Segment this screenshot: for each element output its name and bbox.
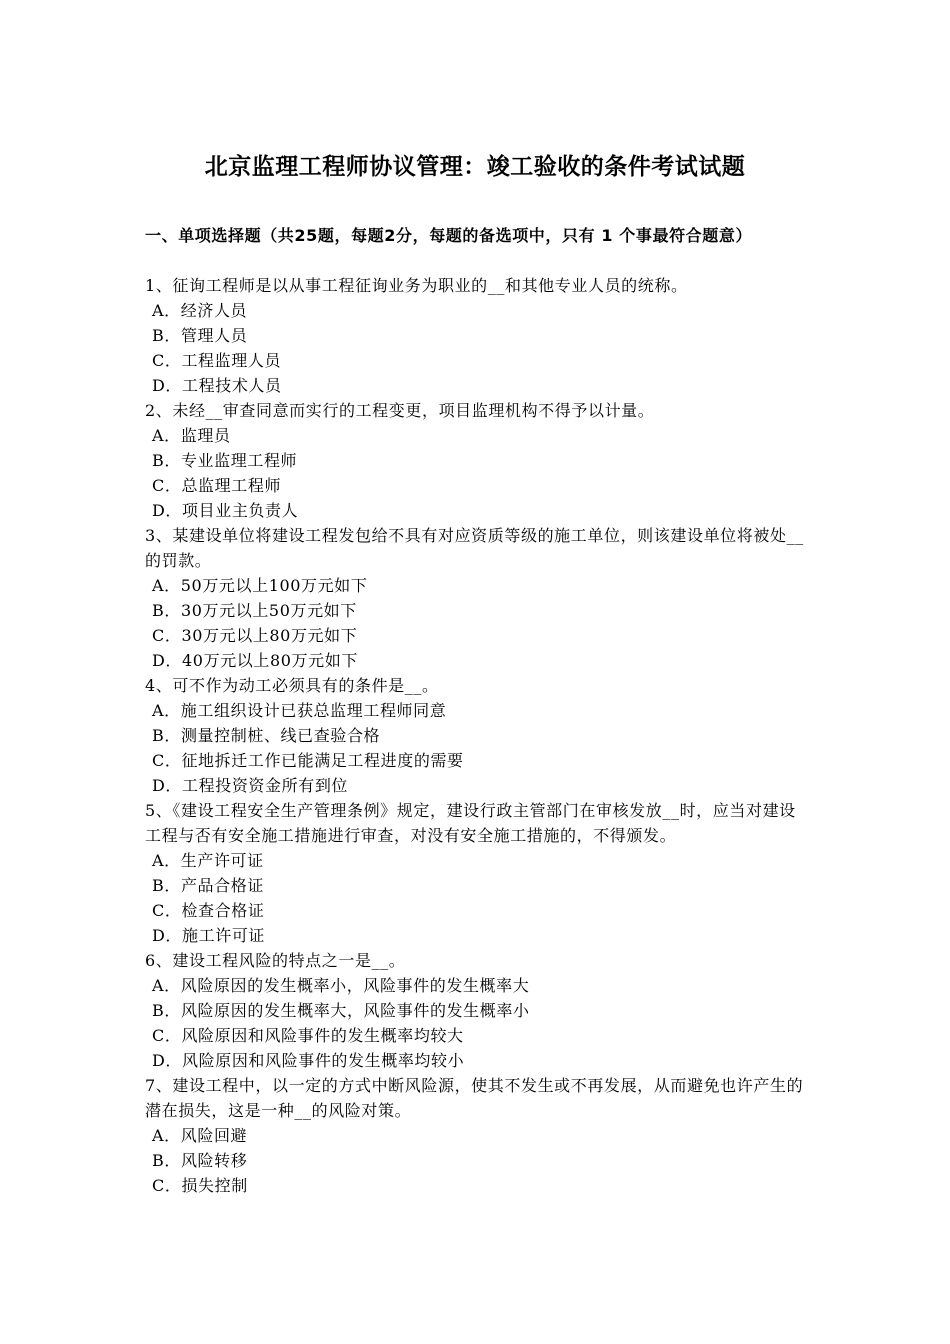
question-item [145,948,810,1073]
answer-option: B．风险原因的发生概率大，风险事件的发生概率小 [152,1001,530,1020]
question-stem: 5、《建设工程安全生产管理条例》规定，建设行政主管部门在审核发放__时，应当对建设工程与否有安全施工措施进行审查，对没有安全施工措施的，不得颁发。 [145,801,796,845]
answer-option: A．50万元以上100万元如下 [152,576,368,595]
answer-option: A．生产许可证 [152,851,264,870]
question-item [145,1073,810,1198]
question-item [145,273,810,398]
answer-option: A．经济人员 [152,301,248,320]
question-stem: 6、建设工程风险的特点之一是__。 [145,951,406,970]
answer-option: B．30万元以上50万元如下 [152,601,357,620]
question-stem: 3、某建设单位将建设工程发包给不具有对应资质等级的施工单位，则该建设单位将被处__的罚款。 [145,526,804,570]
answer-option: D．项目业主负责人 [152,501,299,520]
answer-option: C．检查合格证 [152,901,265,920]
question-stem: 4、可不作为动工必须具有的条件是__。 [145,676,439,695]
question-list [145,273,810,1198]
answer-option: C．损失控制 [152,1176,248,1195]
answer-option: D．风险原因和风险事件的发生概率均较小 [152,1051,465,1070]
answer-option: B．测量控制桩、线已查验合格 [152,726,381,745]
question-item [145,523,810,673]
document-title: 北京监理工程师协议管理：竣工验收的条件考试试题 [204,154,746,180]
answer-option: C．风险原因和风险事件的发生概率均较大 [152,1026,464,1045]
section-heading: 一、单项选择题（共25题，每题2分，每题的备选项中，只有 1 个事最符合题意） [145,226,753,245]
question-stem: 2、未经__审查同意而实行的工程变更，项目监理机构不得予以计量。 [145,401,655,420]
answer-option: D．工程投资资金所有到位 [152,776,349,795]
question-stem: 7、建设工程中，以一定的方式中断风险源，使其不发生或不再发展，从而避免也许产生的潜在损失，这是一种__的风险对策。 [145,1076,804,1120]
answer-option: C．总监理工程师 [152,476,282,495]
answer-option: C．征地拆迁工作已能满足工程进度的需要 [152,751,464,770]
answer-option: B．管理人员 [152,326,248,345]
question-item [145,798,810,948]
answer-option: D．施工许可证 [152,926,266,945]
question-item [145,398,810,523]
answer-option: A．风险原因的发生概率小，风险事件的发生概率大 [152,976,530,995]
answer-option: D．工程技术人员 [152,376,282,395]
answer-option: B．风险转移 [152,1151,248,1170]
answer-option: B．产品合格证 [152,876,264,895]
answer-option: C．工程监理人员 [152,351,282,370]
answer-option: A．施工组织设计已获总监理工程师同意 [152,701,447,720]
answer-option: A．监理员 [152,426,231,445]
answer-option: B．专业监理工程师 [152,451,298,470]
answer-option: A．风险回避 [152,1126,248,1145]
answer-option: D．40万元以上80万元如下 [152,651,358,670]
answer-option: C．30万元以上80万元如下 [152,626,358,645]
question-item [145,673,810,798]
question-stem: 1、征询工程师是以从事工程征询业务为职业的__和其他专业人员的统称。 [145,276,688,295]
